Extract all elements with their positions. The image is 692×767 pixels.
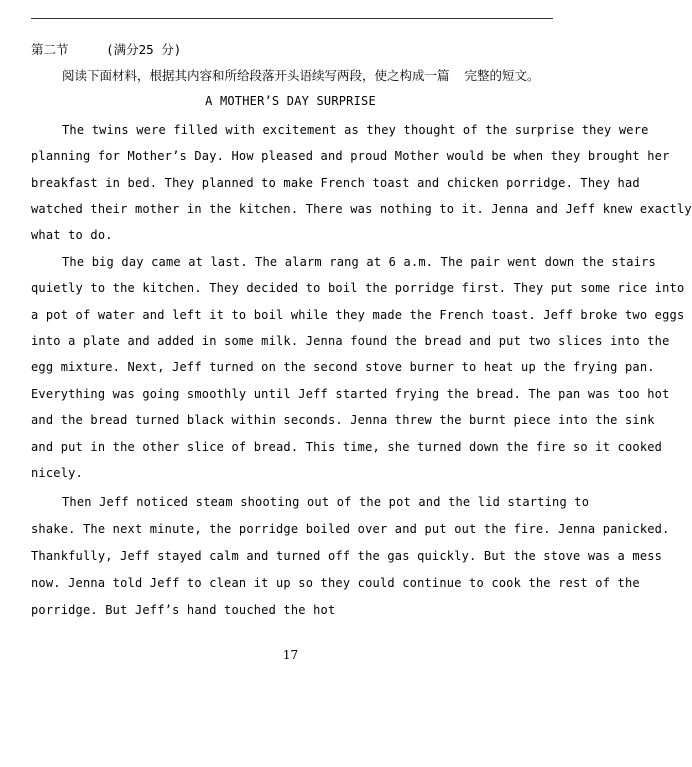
story-line: planning for Mother’s Day. How pleased and proud Mother would be when they brought her	[31, 149, 670, 163]
story-line: Everything was going smoothly until Jeff started frying the bread. The pan was too hot	[31, 387, 670, 401]
story-title: A MOTHER’S DAY SURPRISE	[205, 94, 376, 108]
page-number: 17	[282, 648, 299, 662]
story-line: Thankfully, Jeff stayed calm and turned off the gas quickly. But the stove was a mess	[31, 549, 663, 563]
story-line: a pot of water and left it to boil while they made the French toast. Jeff broke two eggs	[31, 308, 685, 322]
story-line: Then Jeff noticed steam shooting out of the pot and the lid starting to	[62, 495, 590, 509]
story-line: porridge. But Jeff’s hand touched the hot	[31, 603, 336, 617]
story-line: and the bread turned black within seconds. Jenna threw the burnt piece into the sink	[31, 413, 655, 427]
section-heading: 第二节 (满分25 分)	[31, 42, 182, 57]
story-line: nicely.	[31, 466, 83, 480]
story-line: what to do.	[31, 228, 113, 242]
story-line: breakfast in bed. They planned to make French toast and chicken porridge. They had	[31, 176, 640, 190]
story-line: and put in the other slice of bread. This time, she turned down the fire so it cooked	[31, 440, 663, 454]
story-line: egg mixture. Next, Jeff turned on the second stove burner to heat up the frying pan.	[31, 360, 655, 374]
story-line: shake. The next minute, the porridge boiled over and put out the fire. Jenna panicked.	[31, 522, 670, 536]
story-line: now. Jenna told Jeff to clean it up so they could continue to cook the rest of the	[31, 576, 640, 590]
top-rule	[31, 18, 553, 19]
task-instruction: 阅读下面材料，根据其内容和所给段落开头语续写两段，使之构成一篇 完整的短文。	[62, 68, 540, 83]
story-line: into a plate and added in some milk. Jenna found the bread and put two slices into the	[31, 334, 670, 348]
story-line: The big day came at last. The alarm rang at 6 a.m. The pair went down the stairs	[62, 255, 656, 269]
story-line: watched their mother in the kitchen. There was nothing to it. Jenna and Jeff knew exactly	[31, 202, 692, 216]
story-line: The twins were filled with excitement as they thought of the surprise they were	[62, 123, 649, 137]
story-line: quietly to the kitchen. They decided to boil the porridge first. They put some rice into	[31, 281, 685, 295]
